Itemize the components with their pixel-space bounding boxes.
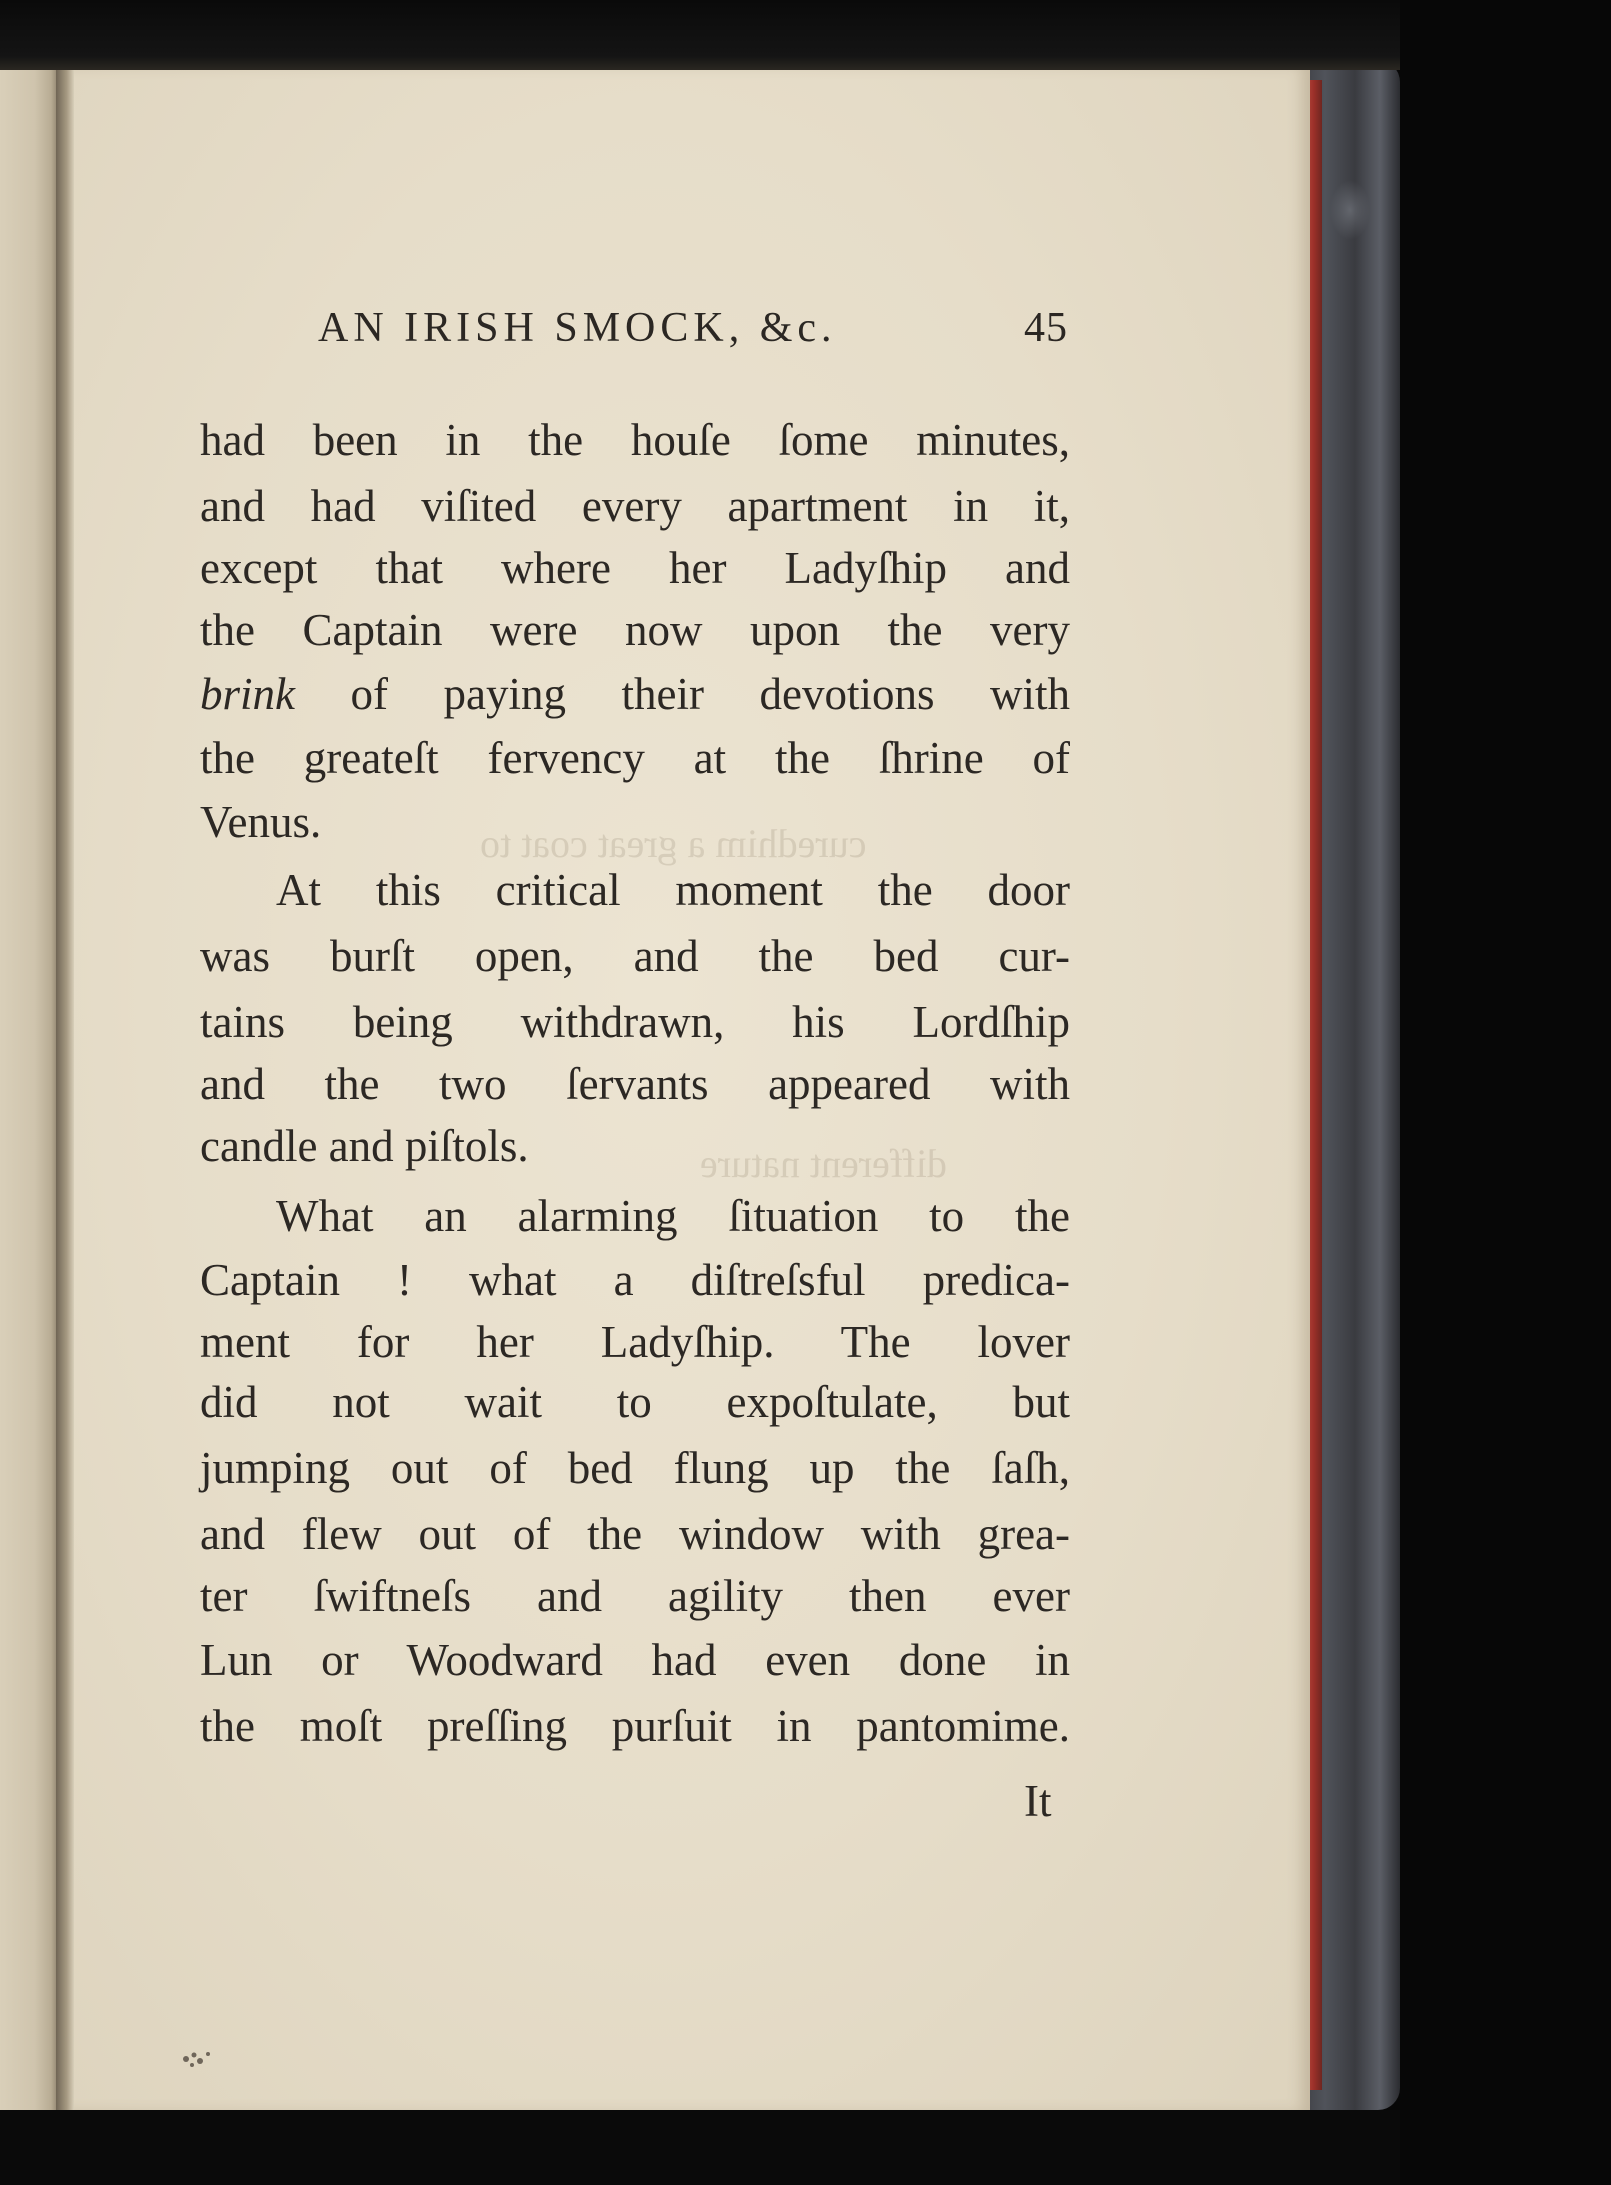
catchword: It — [1024, 1776, 1052, 1826]
text-line: Captain ! what a diſtreſsful predica- — [200, 1255, 1070, 1305]
bleed-through: different nature — [700, 1141, 947, 1186]
italic-word: brink — [200, 669, 295, 719]
facing-page-sliver — [0, 70, 58, 2110]
running-head — [318, 304, 1068, 364]
running-head-title: AN IRISH SMOCK, &c. — [318, 305, 837, 351]
top-shadow — [0, 0, 1400, 70]
page-number: 45 — [1024, 305, 1068, 351]
text-line: and had viſited every apartment in it, — [200, 481, 1070, 531]
text-line: Venus. — [200, 797, 322, 847]
text-line: did not wait to expoſtulate, but — [200, 1377, 1070, 1427]
text-line: Lun or Woodward had even done in — [200, 1635, 1070, 1685]
text-line: had been in the houſe ſome minutes, — [200, 415, 1070, 465]
book-gutter — [56, 70, 74, 2110]
text-line: candle and piſtols. — [200, 1121, 529, 1171]
bleed-through: curedhim a great coat to — [480, 821, 867, 866]
text-line: ter ſwiftneſs and agility then ever — [200, 1571, 1070, 1621]
text-line: At this critical moment the door — [276, 865, 1070, 915]
text-line: ment for her Ladyſhip. The lover — [200, 1317, 1070, 1367]
text-line: and flew out of the window with grea- — [200, 1509, 1070, 1559]
text-line-rest: of paying their devotions with — [295, 669, 1070, 719]
text-line — [200, 664, 1070, 724]
text-line: the moſt preſſing purſuit in pantomime. — [200, 1701, 1070, 1751]
printer-ornament-icon — [178, 2045, 218, 2073]
text-line: What an alarming ſituation to the — [276, 1191, 1070, 1241]
text-line: tains being withdrawn, his Lordſhip — [200, 997, 1070, 1047]
cover-texture — [1330, 180, 1370, 240]
text-line: and the two ſervants appeared with — [200, 1059, 1070, 1109]
text-line: jumping out of bed flung up the ſaſh, — [200, 1443, 1070, 1493]
dark-backdrop — [1380, 0, 1611, 2185]
bottom-shadow — [0, 2110, 1400, 2185]
text-line: was burſt open, and the bed cur- — [200, 931, 1070, 981]
text-line: except that where her Ladyſhip and — [200, 543, 1070, 593]
text-line: the Captain were now upon the very — [200, 605, 1070, 655]
text-line: the greateſt fervency at the ſhrine of — [200, 733, 1070, 783]
